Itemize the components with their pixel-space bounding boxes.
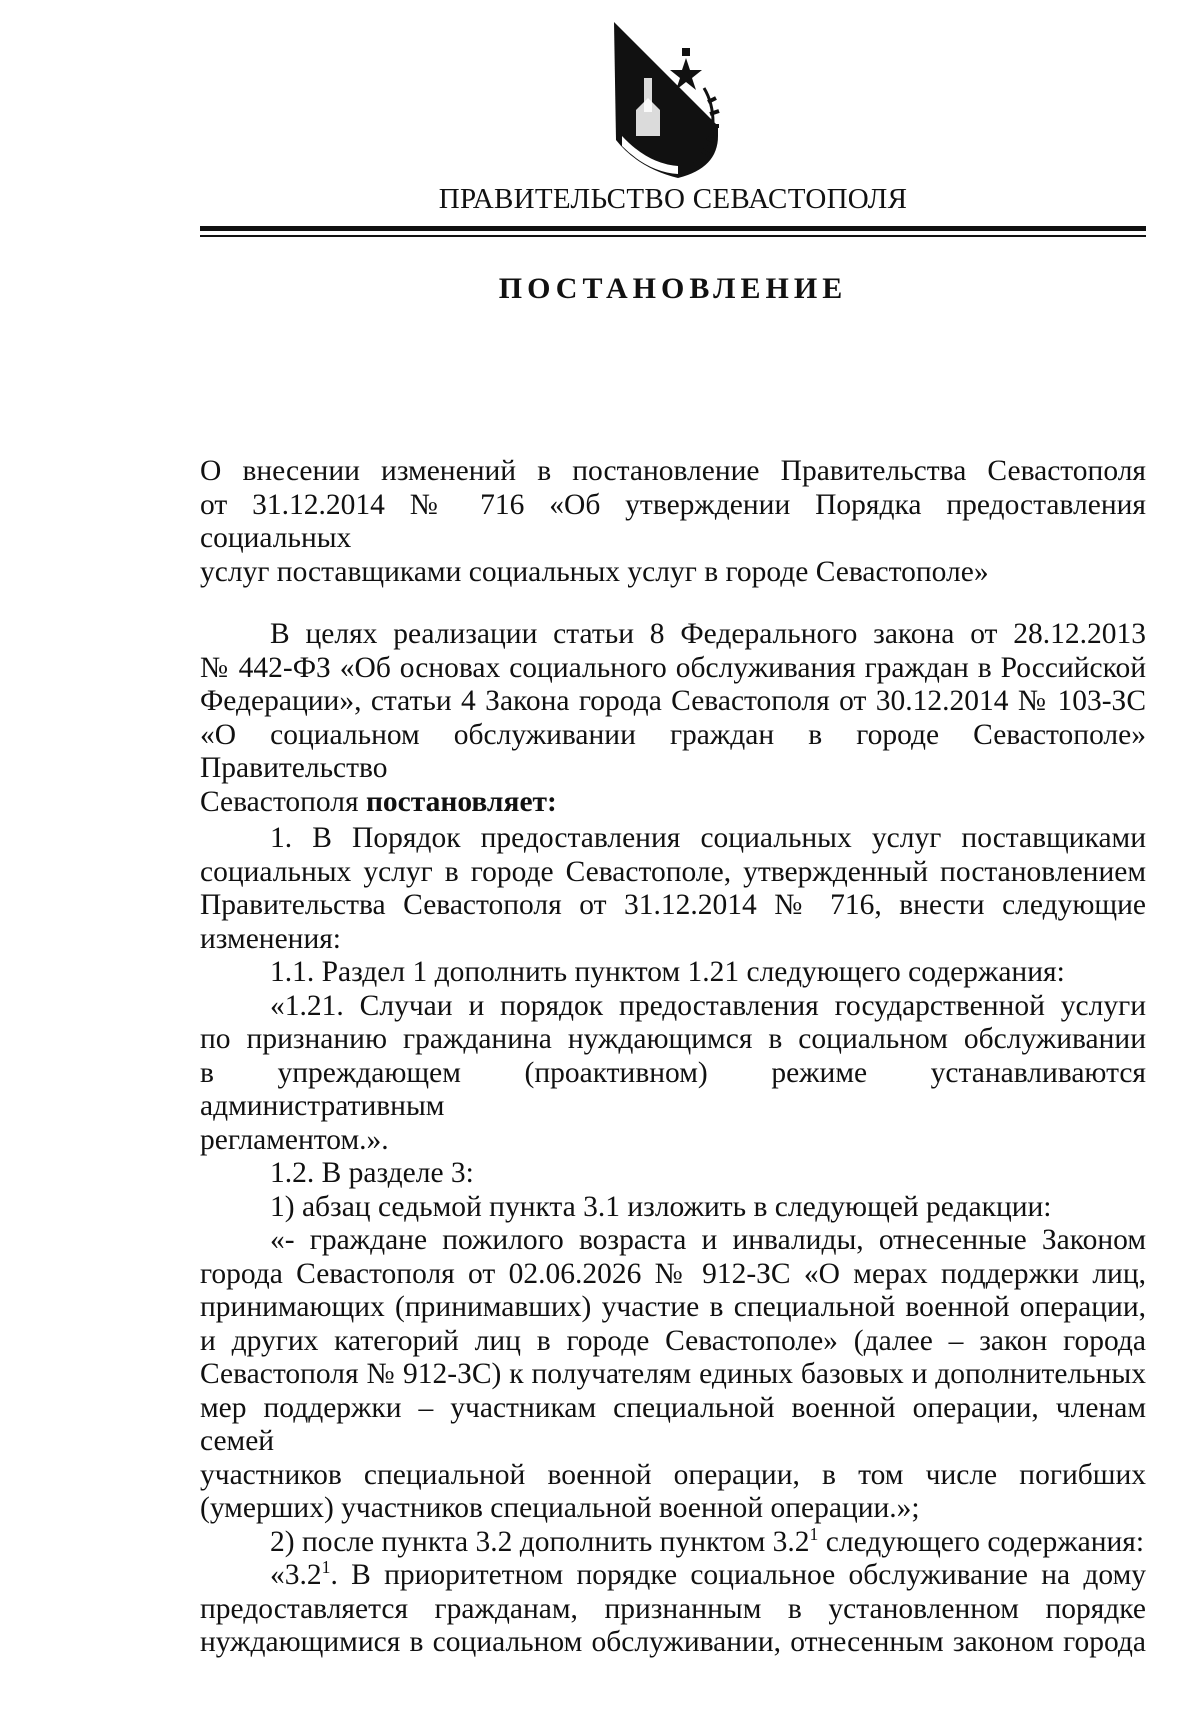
superscript: 1 [809, 1523, 819, 1544]
body-line: изменения: [200, 922, 342, 955]
subject-line: услуг поставщиками социальных услуг в городе Севастополе» [200, 555, 989, 588]
preamble-text: Севастополя [200, 785, 359, 818]
body-line: 1) абзац седьмой пункта 3.1 изложить в следующей редакции: [270, 1190, 1052, 1223]
body-line: города Севастополя от 02.06.2026 № 912-ЗС «О мерах поддержки лиц, [200, 1257, 1146, 1290]
body-line [200, 1559, 1146, 1593]
body-line: Севастополя № 912-ЗС) к получателям единых базовых и дополнительных [200, 1358, 1146, 1390]
subject-line: О внесении изменений в постановление Правительства Севастополя [200, 455, 1146, 487]
body-line: участников специальной военной операции, в том числе погибших [200, 1458, 1146, 1491]
body-line: в упреждающем (проактивном) режиме устанавливаются административным [200, 1056, 1146, 1122]
subject-line: от 31.12.2014 № 716 «Об утверждении Порядка предоставления социальных [200, 488, 1146, 554]
preamble-line: Федерации», статьи 4 Закона города Севастополя от 30.12.2014 № 103-ЗС [200, 685, 1146, 717]
preamble-line: «О социальном обслуживании граждан в городе Севастополе» Правительство [200, 718, 1146, 784]
body-text: . В приоритетном порядке социальное обслуживание на дому [330, 1559, 1146, 1591]
body-text: следующего содержания: [818, 1525, 1145, 1558]
sevastopol-coat-of-arms-icon [608, 18, 732, 178]
body-line: 1. В Порядок предоставления социальных услуг поставщиками [270, 822, 1146, 854]
header-rule-thick [200, 226, 1146, 231]
superscript: 1 [321, 1557, 331, 1578]
document-type-title: ПОСТАНОВЛЕНИЕ [498, 272, 848, 305]
body-line [200, 1523, 1146, 1560]
header-rule-thin [200, 235, 1146, 237]
body-line: 1.1. Раздел 1 дополнить пунктом 1.21 следующего содержания: [270, 956, 1065, 988]
body-line: мер поддержки – участникам специальной военной операции, членам семей [200, 1391, 1146, 1457]
body-line: 1.2. В разделе 3: [270, 1157, 474, 1189]
body-text: «3.2 [270, 1559, 322, 1591]
body-line: Правительства Севастополя от 31.12.2014 № 716, внести следующие [200, 889, 1146, 921]
organization-name: ПРАВИТЕЛЬСТВО СЕВАСТОПОЛЯ [438, 183, 908, 215]
body-line: по признанию гражданина нуждающимся в социальном обслуживании [200, 1023, 1146, 1055]
body-line: регламентом.». [200, 1123, 389, 1156]
preamble-line [200, 786, 1146, 820]
body-line: принимающих (принимавших) участие в специальной военной операции, [200, 1291, 1146, 1323]
subject-block [200, 455, 1146, 589]
preamble-line: № 442-ФЗ «Об основах социального обслуживания граждан в Российской [200, 651, 1146, 684]
body-line: (умерших) участников специальной военной операции.»; [200, 1492, 920, 1524]
body-line: предоставляется гражданам, признанным в установленном порядке [200, 1592, 1146, 1625]
preamble-block [200, 618, 1146, 819]
body-text: 2) после пункта 3.2 дополнить пунктом 3.2 [270, 1525, 810, 1558]
preamble-line: В целях реализации статьи 8 Федерального закона от 28.12.2013 [270, 618, 1146, 650]
body-line: нуждающимися в социальном обслуживании, отнесенным законом города [200, 1626, 1146, 1658]
body-line: социальных услуг в городе Севастополе, утвержденный постановлением [200, 855, 1146, 888]
body-line: и других категорий лиц в городе Севастополе» (далее – закон города [200, 1324, 1146, 1357]
body-block [200, 822, 1146, 1660]
resolves-keyword: постановляет: [365, 785, 557, 818]
body-line: «- граждане пожилого возраста и инвалиды, отнесенные Законом [270, 1224, 1146, 1256]
body-line: «1.21. Случаи и порядок предоставления государственной услуги [270, 989, 1146, 1022]
